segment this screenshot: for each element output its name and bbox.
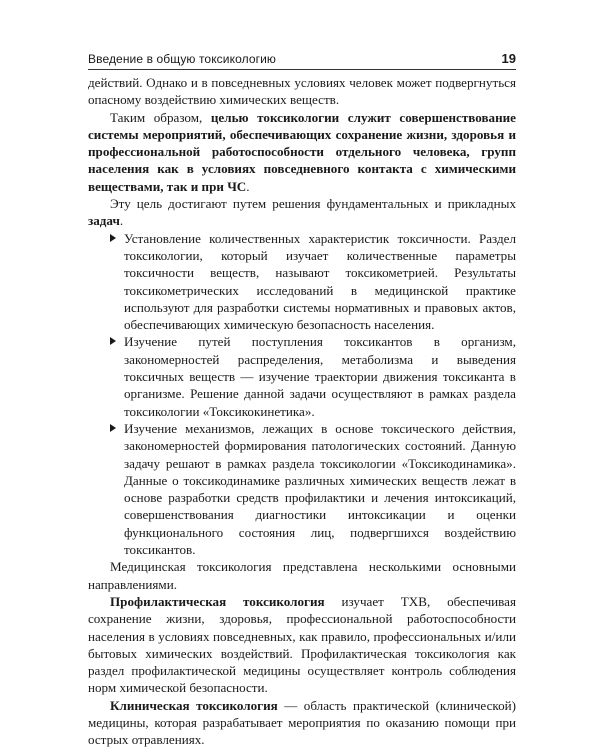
- header-rule: [88, 69, 516, 70]
- paragraph-text: действий. Однако и в повседневных условиях человек может подвергнуться опасному воздействию химических веществ.: [88, 75, 516, 108]
- page-body: [88, 74, 516, 749]
- paragraph-clinical: [88, 697, 516, 749]
- paragraph-lead: Эту цель достигают путем решения фундаментальных и прикладных: [110, 196, 516, 212]
- paragraph-preventive: [88, 593, 516, 697]
- triangle-bullet-icon: [110, 424, 116, 432]
- goal-definition: целью токсикологии служит совершенствование системы мероприятий, обеспечивающих сохранение жизни, здоровья и профессиональной работоспособности отдельного человека, групп населения как в условиях повседневного контакта с химическими веществами, так и при ЧС: [88, 109, 516, 194]
- paragraph-continuation: [88, 74, 516, 109]
- term-clinical: Клиническая токсикология: [110, 697, 278, 713]
- paragraph-lead: Таким образом,: [110, 109, 211, 125]
- paragraph-end: .: [119, 213, 124, 229]
- list-item: [110, 333, 516, 419]
- tasks-term: задач: [88, 213, 120, 229]
- paragraph-text: Медицинская токсикология представлена несколькими основными направлениями.: [88, 559, 516, 592]
- page-number: 19: [501, 51, 516, 66]
- paragraph-goal: [88, 109, 516, 195]
- paragraph-text: изучает ТХВ, обеспечивая сохранение жизни, здоровья, профессиональной работоспособности населения в условиях повседневных, как правило, профессиональных и/или бытовых химических воздействий. Профилактическая токсикология как раздел профилактической медицины осуществляет контроль соблюдения норм химической безопасности.: [88, 593, 516, 696]
- list-item-text: Изучение механизмов, лежащих в основе токсического действия, закономерностей формирования патологических состояний. Данную задачу решают в рамках раздела токсикологии «Токсикодинамика». Данные о токсикодинамике различных химических веществ лежат в основе разработки средств профилактики и лечения интоксикаций, совершенствования диагностики интоксикации и оценки функционального состояния лиц, подвергшихся воздействию токсикантов.: [124, 420, 516, 558]
- paragraph-tasks-intro: [88, 195, 516, 230]
- tasks-list: [88, 230, 516, 559]
- list-item-text: Установление количественных характеристик токсичности. Раздел токсикологии, который изучает количественные параметры токсичности веществ, называют токсикометрией. Результаты токсикометрических исследований в медицинской практике используют для разработки системы нормативных и правовых актов, обеспечивающих химическую безопасность населения.: [124, 230, 516, 333]
- list-item: [110, 420, 516, 558]
- triangle-bullet-icon: [110, 234, 116, 242]
- paragraph-directions: [88, 558, 516, 593]
- paragraph-end: .: [246, 178, 250, 194]
- triangle-bullet-icon: [110, 337, 116, 345]
- list-item-text: Изучение путей поступления токсикантов в организм, закономерностей распределения, метаболизма и выведения токсичных веществ — изучение траектории движения токсиканта в организме. Решение данной задачи осуществляют в рамках раздела токсикологии «Токсикокинетика».: [124, 334, 516, 419]
- list-item: [110, 230, 516, 334]
- paragraph-text: — область практической (клинической) медицины, которая разрабатывает мероприятия по оказанию помощи при острых отравлениях.: [88, 697, 516, 748]
- term-preventive: Профилактическая токсикология: [110, 593, 325, 609]
- running-head: [88, 51, 516, 66]
- running-head-title: Введение в общую токсикологию: [88, 52, 276, 66]
